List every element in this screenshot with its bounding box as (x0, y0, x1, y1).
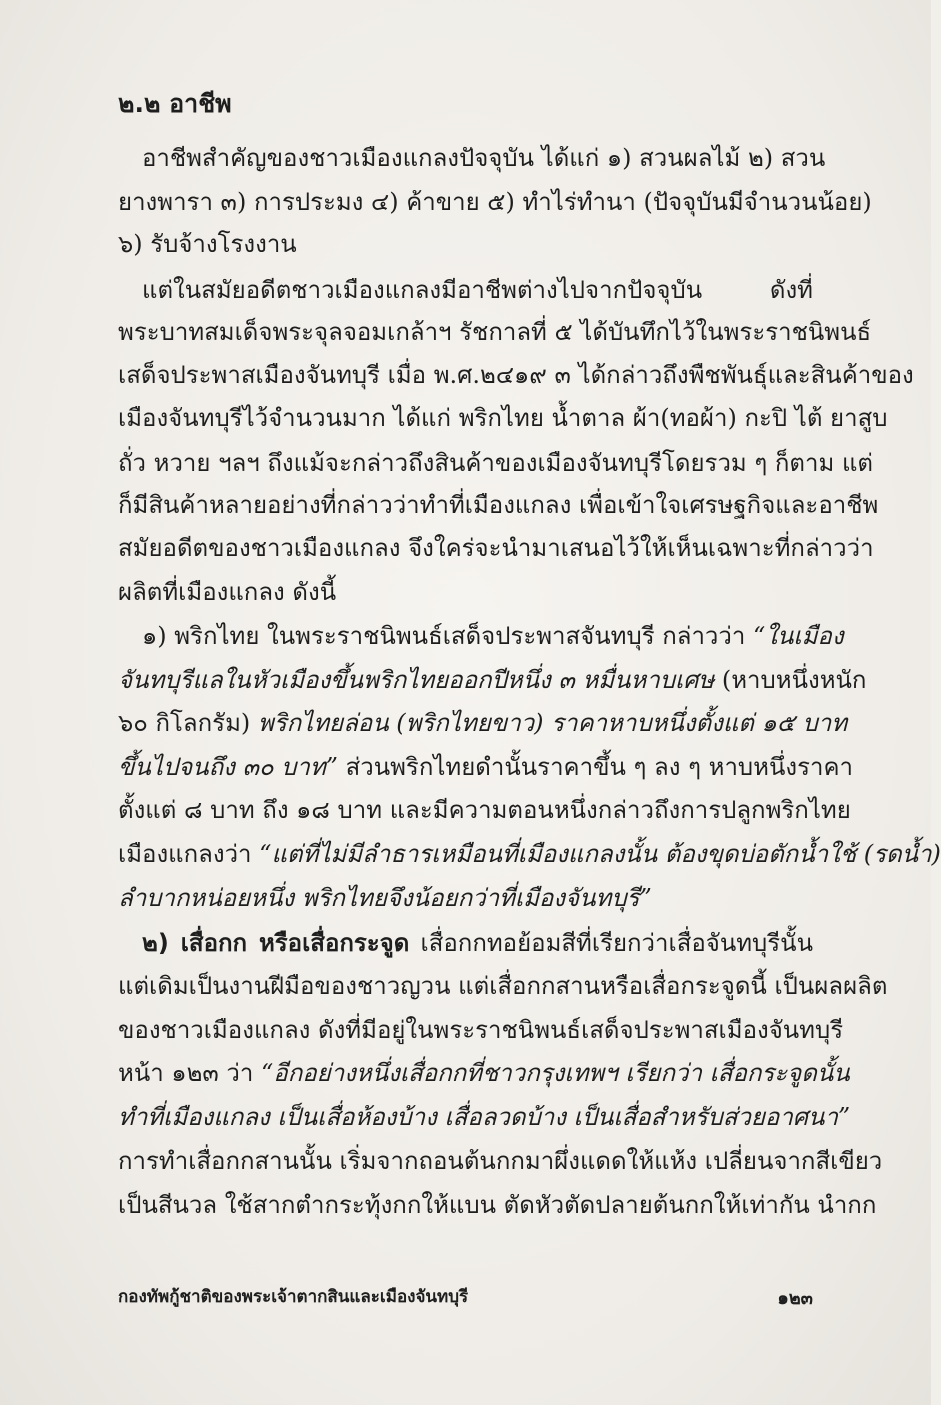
list-item-line (118, 1055, 850, 1093)
quote-run: ทำที่เมืองแกลง เป็นเสื่อห้องบ้าง เสื่อลวดบ้าง เป็นเสื่อสำหรับส่วยอาศนา” (118, 1103, 851, 1131)
text-run: ส่วนพริกไทยดำนั้นราคาขึ้น ๆ ลง ๆ หาบหนึ่งราคา (337, 753, 853, 781)
quote-run: จันทบุรีแลในหัวเมืองขึ้นพริกไทยออกปีหนึ่ง ๓ หมื่นหาบเศษ (118, 666, 715, 694)
list-item-line (118, 925, 813, 963)
list-item-line: แต่เดิมเป็นงานฝีมือของชาวญวน แต่เสื่อกกสานหรือเสื่อกระจูดนี้ เป็นผลผลิต (118, 972, 888, 1000)
list-item-line (118, 705, 848, 743)
section-heading: ๒.๒ อาชีพ (118, 89, 232, 118)
paragraph-line: แต่ในสมัยอดีตชาวเมืองแกลงมีอาชีพต่างไปจากปัจจุบัน ดังที่ (142, 276, 813, 304)
text-run: (หาบหนึ่งหนัก (714, 666, 867, 694)
item-title: ๒) เสื่อกก หรือเสื่อกระจูด (142, 929, 410, 957)
paragraph-line: เสด็จประพาสเมืองจันทบุรี เมื่อ พ.ศ.๒๔๑๙ ๓ ได้กล่าวถึงพืชพันธุ์และสินค้าของ (118, 361, 914, 389)
list-item-line (118, 1099, 851, 1137)
footer-book-title: กองทัพกู้ชาติของพระเจ้าตากสินและเมืองจันทบุรี (118, 1287, 469, 1307)
quote-run: พริกไทยล่อน (พริกไทยขาว) ราคาหาบหนึ่งตั้งแต่ ๑๕ บาท (257, 709, 848, 737)
list-item-line: การทำเสื่อกกสานนั้น เริ่มจากถอนต้นกกมาผึ่งแดดให้แห้ง เปลี่ยนจากสีเขียว (118, 1147, 883, 1175)
page-number: ๑๒๓ (777, 1288, 813, 1309)
quote-run: “ในเมือง (753, 622, 844, 650)
paragraph-line: พระบาทสมเด็จพระจุลจอมเกล้าฯ รัชกาลที่ ๕ ได้บันทึกไว้ในพระราชนิพนธ์ (118, 318, 872, 346)
quote-run: ลำบากหน่อยหนึ่ง พริกไทยจึงน้อยกว่าที่เมืองจันทบุรี” (118, 884, 652, 912)
text-run: ๑) พริกไทย ในพระราชนิพนธ์เสด็จประพาสจันทบุรี กล่าวว่า (142, 622, 753, 650)
list-item-line (118, 618, 844, 656)
paragraph-line: เมืองจันทบุรีไว้จำนวนมาก ได้แก่ พริกไทย น้ำตาล ผ้า(ทอผ้า) กะปิ ไต้ ยาสูบ (118, 404, 888, 432)
paragraph-line: ๖) รับจ้างโรงงาน (118, 230, 297, 258)
quote-run: ขึ้นไปจนถึง ๓๐ บาท” (118, 753, 338, 781)
paragraph-line: ยางพารา ๓) การประมง ๔) ค้าขาย ๕) ทำไร่ทำนา (ปัจจุบันมีจำนวนน้อย) (118, 188, 872, 216)
text-run: เสื่อกกทอย้อมสีที่เรียกว่าเสื่อจันทบุรีนั้น (409, 929, 813, 957)
paragraph-line: ถั่ว หวาย ฯลฯ ถึงแม้จะกล่าวถึงสินค้าของเมืองจันทบุรีโดยรวม ๆ ก็ตาม แต่ (118, 449, 873, 477)
list-item-line (118, 749, 853, 787)
list-item-line (118, 880, 813, 918)
list-item-line: เป็นสีนวล ใช้สากตำกระทุ้งกกให้แบน ตัดหัวตัดปลายต้นกกให้เท่ากัน นำกก (118, 1191, 877, 1219)
list-item-line: ของชาวเมืองแกลง ดังที่มีอยู่ในพระราชนิพนธ์เสด็จประพาสเมืองจันทบุรี (118, 1016, 844, 1044)
text-run: ๖๐ กิโลกรัม) (118, 709, 258, 737)
paragraph-line: ผลิตที่เมืองแกลง ดังนี้ (118, 578, 337, 606)
list-item-line (118, 836, 941, 874)
list-item-line (118, 662, 867, 700)
paragraph-line: สมัยอดีตของชาวเมืองแกลง จึงใคร่จะนำมาเสนอไว้ให้เห็นเฉพาะที่กล่าวว่า (118, 534, 874, 562)
paragraph-line: ก็มีสินค้าหลายอย่างที่กล่าวว่าทำที่เมืองแกลง เพื่อเข้าใจเศรษฐกิจและอาชีพ (118, 491, 879, 519)
quote-run: “อีกอย่างหนึ่งเสื่อกกที่ชาวกรุงเทพฯ เรียกว่า เสื่อกระจูดนั้น (261, 1059, 850, 1087)
quote-run: “แต่ที่ไม่มีลำธารเหมือนที่เมืองแกลงนั้น ต้องขุดบ่อตักน้ำใช้ (รดน้ำ) (259, 840, 941, 868)
list-item-line: ตั้งแต่ ๘ บาท ถึง ๑๘ บาท และมีความตอนหนึ่งกล่าวถึงการปลูกพริกไทย (118, 796, 851, 824)
text-run: หน้า ๑๒๓ ว่า (118, 1059, 262, 1087)
text-run: เมืองแกลงว่า (118, 840, 260, 868)
paragraph-line: อาชีพสำคัญของชาวเมืองแกลงปัจจุบัน ได้แก่ ๑) สวนผลไม้ ๒) สวน (142, 144, 826, 172)
